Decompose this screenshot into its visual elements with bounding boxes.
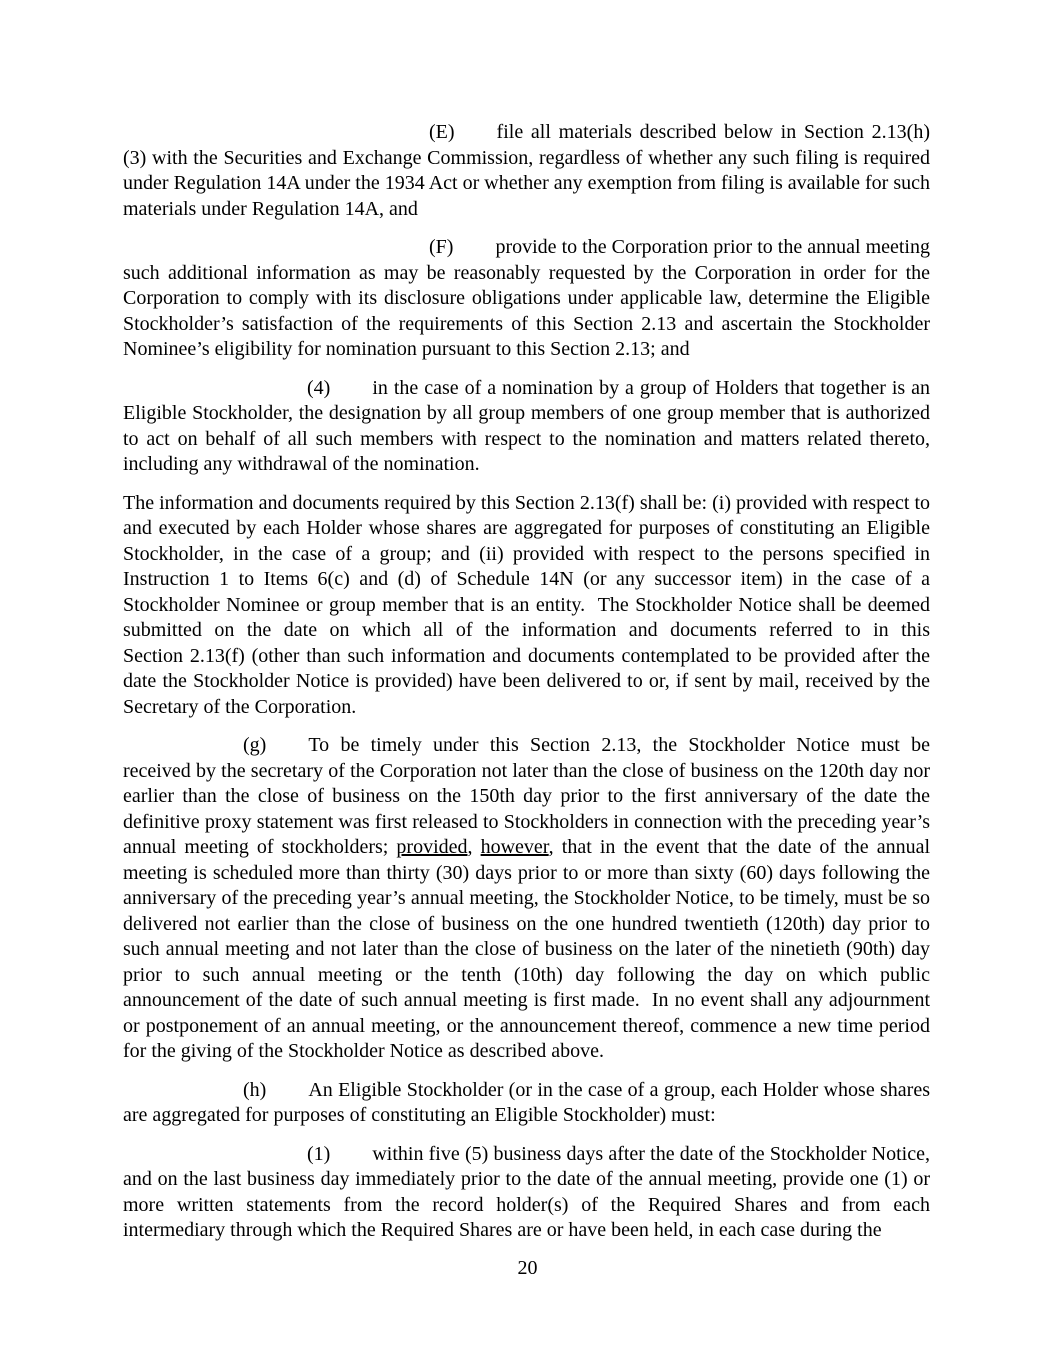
paragraph-label: (1) [307, 1142, 331, 1165]
paragraph-text: To be timely under this Section 2.13, the Stockholder Notice must be received by the secretary of the Corporation not later than the close of business on the 120th day nor earlier than the close of business on the 150th day prior to the first anniversary of the date the definitive proxy statement was first released to Stockholders in connection with the preceding year’s annual meeting of stockholders; provided, however, that in the event that the date of the annual meeting is scheduled more than thirty (30) days prior to or more than sixty (60) days following the anniversary of the preceding year’s annual meeting, the Stockholder Notice, to be timely, must be so delivered not earlier than the close of business on the one hundred twentieth (120th) day prior to such annual meeting and not later than the close of business on the later of the ninetieth (90th) day prior to such annual meeting or the tenth (10th) day following the day on which public announcement of the date of such annual meeting is first made. In no event shall any adjournment or postponement of an annual meeting, or the announcement thereof, commence a new time period for the giving of the Stockholder Notice as described above. [123, 734, 931, 1062]
paragraph [123, 733, 930, 1065]
paragraph [123, 491, 930, 721]
paragraph-text: The information and documents required by this Section 2.13(f) shall be: (i) provided with respect to and executed by each Holder whose shares are aggregated for purposes of constituting an Eligible Stockholder, in the case of a group; and (ii) provided with respect to the persons specified in Instruction 1 to Items 6(c) and (d) of Schedule 14N (or any successor item) in the case of a Stockholder Nominee or group member that is an entity. The Stockholder Notice shall be deemed submitted on the date on which all of the information and documents referred to in this Section 2.13(f) (other than such information and documents contemplated to be provided after the date the Stockholder Notice is provided) have been delivered to or, if sent by mail, received by the Secretary of the Corporation. [123, 491, 930, 718]
paragraph-text: in the case of a nomination by a group of Holders that together is an Eligible Stockholder, the designation by all group members of one group member that is authorized to act on behalf of all such members with respect to the nomination and matters related thereto, including any withdrawal of the nomination. [123, 376, 930, 475]
page-number: 20 [517, 1257, 538, 1279]
paragraph-label: (E) [429, 121, 455, 143]
paragraph-text: An Eligible Stockholder (or in the case of a group, each Holder whose shares are aggregated for purposes of constituting an Eligible Stockholder) must: [123, 1078, 930, 1126]
paragraph-label: (F) [429, 236, 454, 258]
paragraph-text: provide to the Corporation prior to the annual meeting such additional information as may be reasonably requested by the Corporation in order for the Corporation to comply with its disclosure obligations under applicable law, determine the Eligible Stockholder’s satisfaction of the requirements of this Section 2.13 and ascertain the Stockholder Nominee’s eligibility for nomination pursuant to this Section 2.13; and [123, 236, 930, 360]
paragraph [123, 1078, 930, 1129]
paragraph [123, 235, 930, 363]
paragraph-text: file all materials described below in Section 2.13(h)(3) with the Securities and Exchange Commission, regardless of whether any such filing is required under Regulation 14A under the 1934 Act or whether any exemption from filing is available for such materials under Regulation 14A, and [123, 121, 930, 220]
document-body [123, 120, 930, 1257]
paragraph-label: (4) [307, 376, 331, 399]
page-footer [0, 1256, 1055, 1282]
paragraph [123, 376, 930, 478]
paragraph-label: (h) [243, 1078, 267, 1101]
paragraph-text: within five (5) business days after the date of the Stockholder Notice, and on the last business day immediately prior to the date of the annual meeting, provide one (1) or more written statements from the record holder(s) of the Required Shares and from each intermediary through which the Required Shares are or have been held, in each case during the [123, 1142, 930, 1241]
paragraph-label: (g) [243, 734, 267, 756]
paragraph [123, 1142, 930, 1244]
paragraph [123, 120, 930, 222]
